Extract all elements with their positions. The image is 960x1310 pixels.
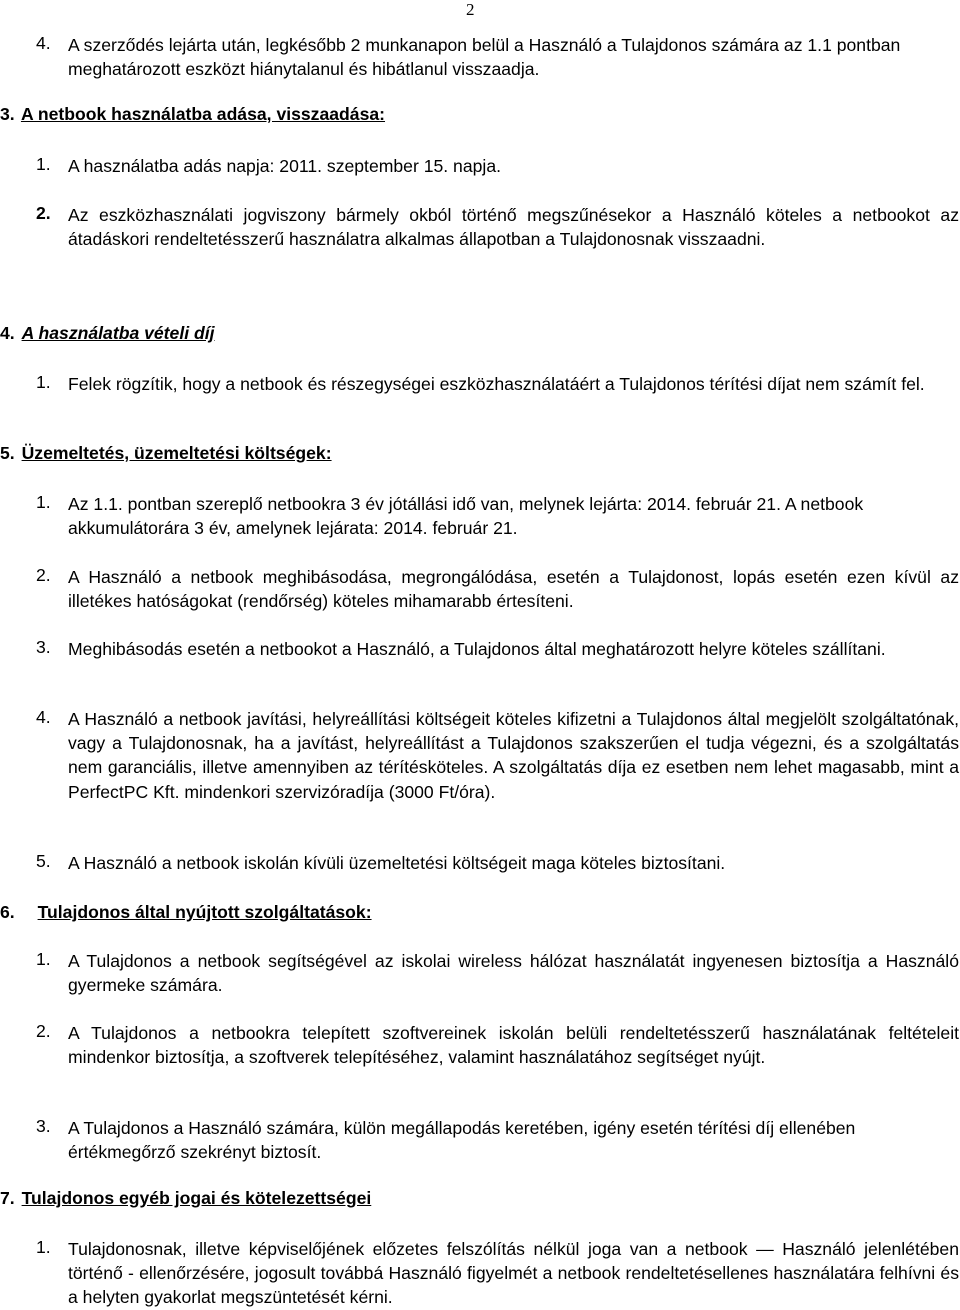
- list-item: [36, 1116, 959, 1164]
- item-text: A szerződés lejárta után, legkésőbb 2 munkanapon belül a Használó a Tulajdonos számára az 1.1 pontban meghatározott eszközt hiánytalanul és hibátlanul visszaadja.: [68, 35, 901, 80]
- item-number: 1.: [36, 154, 51, 174]
- section-title: Tulajdonos egyéb jogai és kötelezettségei: [21, 1188, 372, 1208]
- section-title: A netbook használatba adása, visszaadása:: [20, 104, 386, 124]
- section-number: 6.: [0, 902, 15, 922]
- item-number: 3.: [36, 637, 51, 657]
- section-title: Tulajdonos által nyújtott szolgáltatások:: [37, 902, 372, 922]
- item-text: A használatba adás napja: 2011. szeptember 15. napja.: [68, 156, 501, 176]
- item-text: Az eszközhasználati jogviszony bármely okból történő megszűnésekor a Használó köteles a netbookot az átadáskori rendeltetésszerű használatra alkalmas állapotban a Tulajdonosnak visszaadni.: [68, 205, 959, 250]
- item-text: A Tulajdonos a Használó számára, külön megállapodás keretében, igény esetén térítési díj ellenében értékmegőrző szekrényt biztosít.: [68, 1118, 856, 1163]
- item-text: Tulajdonosnak, illetve képviselőjének előzetes felszólítás nélkül joga van a netbook — Használó jelenlétében történő - ellenőrzésére, jogosult továbbá Használó figyelmét a netbook rendeltetésellenes használatára felhívni és a helyten gyakorlat megszüntetését kérni.: [68, 1239, 959, 1308]
- section-heading-6: [0, 902, 372, 923]
- item-text: A Használó a netbook javítási, helyreállítási költségeit köteles kifizetni a Tulajdonos által megjelölt szolgáltatónak, vagy a Tulajdonosnak, ha a javítást, helyreállítást a Tulajdonos szakszerűen el tudja végezni, és a szolgáltatás nem garanciális, illetve amennyiben az térítésköteles. A szolgáltatás díja ez esetben nem lehet magasabb, mint a PerfectPC Kft. mindenkori szervizóradíja (3000 Ft/óra).: [68, 709, 959, 802]
- list-item: [36, 203, 959, 251]
- section-heading-7: [0, 1188, 371, 1209]
- item-text: Felek rögzítik, hogy a netbook és részegységei eszközhasználatáért a Tulajdonos térítési díjat nem számít fel.: [68, 374, 925, 394]
- section-number: 4.: [0, 323, 15, 343]
- list-item: [36, 949, 959, 997]
- section-number: 5.: [0, 443, 15, 463]
- item-number: 3.: [36, 1116, 51, 1136]
- item-number: 2.: [36, 1021, 51, 1041]
- section-heading-5: [0, 443, 332, 464]
- item-text: A Használó a netbook meghibásodása, megrongálódása, esetén a Tulajdonost, lopás esetén ezen kívül az illetékes hatóságokat (rendőrség) köteles mihamarabb értesíteni.: [68, 567, 959, 612]
- list-item: [36, 637, 959, 661]
- section-heading-4: [0, 323, 215, 344]
- item-number: 1.: [36, 1237, 51, 1257]
- item-text: Meghibásodás esetén a netbookot a Használó, a Tulajdonos által meghatározott helyre köteles szállítani.: [68, 639, 886, 659]
- list-item: [36, 492, 959, 540]
- list-item: [36, 851, 959, 875]
- section-title: A használatba vételi díj: [21, 323, 215, 343]
- item-number: 1.: [36, 492, 51, 512]
- list-item: [36, 33, 959, 81]
- section-number: 7.: [0, 1188, 15, 1208]
- section-heading-3: [0, 104, 385, 125]
- item-number: 1.: [36, 372, 51, 392]
- list-item: [36, 154, 959, 178]
- item-number: 1.: [36, 949, 51, 969]
- section-number: 3.: [0, 104, 15, 124]
- item-text: A Tulajdonos a netbook segítségével az iskolai wireless hálózat használatát ingyenesen biztosítja a Használó gyermeke számára.: [68, 951, 959, 996]
- item-text: A Használó a netbook iskolán kívüli üzemeltetési költségeit maga köteles biztosítani.: [68, 853, 726, 873]
- list-item: [36, 565, 959, 613]
- item-text: Az 1.1. pontban szereplő netbookra 3 év jótállási idő van, melynek lejárta: 2014. február 21. A netbook akkumulátorára 3 év, amelynek lejárata: 2014. február 21.: [68, 494, 864, 539]
- item-number: 4.: [36, 707, 51, 727]
- item-number: 5.: [36, 851, 51, 871]
- list-item: [36, 1237, 959, 1310]
- section-title: Üzemeltetés, üzemeltetési költségek:: [21, 443, 332, 463]
- item-number: 2.: [36, 565, 51, 585]
- list-item: [36, 1021, 959, 1069]
- item-number: 4.: [36, 33, 51, 53]
- list-item: [36, 707, 959, 804]
- list-item: [36, 372, 959, 396]
- item-text: A Tulajdonos a netbookra telepített szoftvereinek iskolán belüli rendeltetésszerű használatának feltételeit mindenkor biztosítja, a szoftverek telepítéséhez, valamint használatához segítséget nyújt.: [68, 1023, 959, 1068]
- page-number: 2: [466, 0, 475, 19]
- item-number: 2.: [36, 203, 51, 223]
